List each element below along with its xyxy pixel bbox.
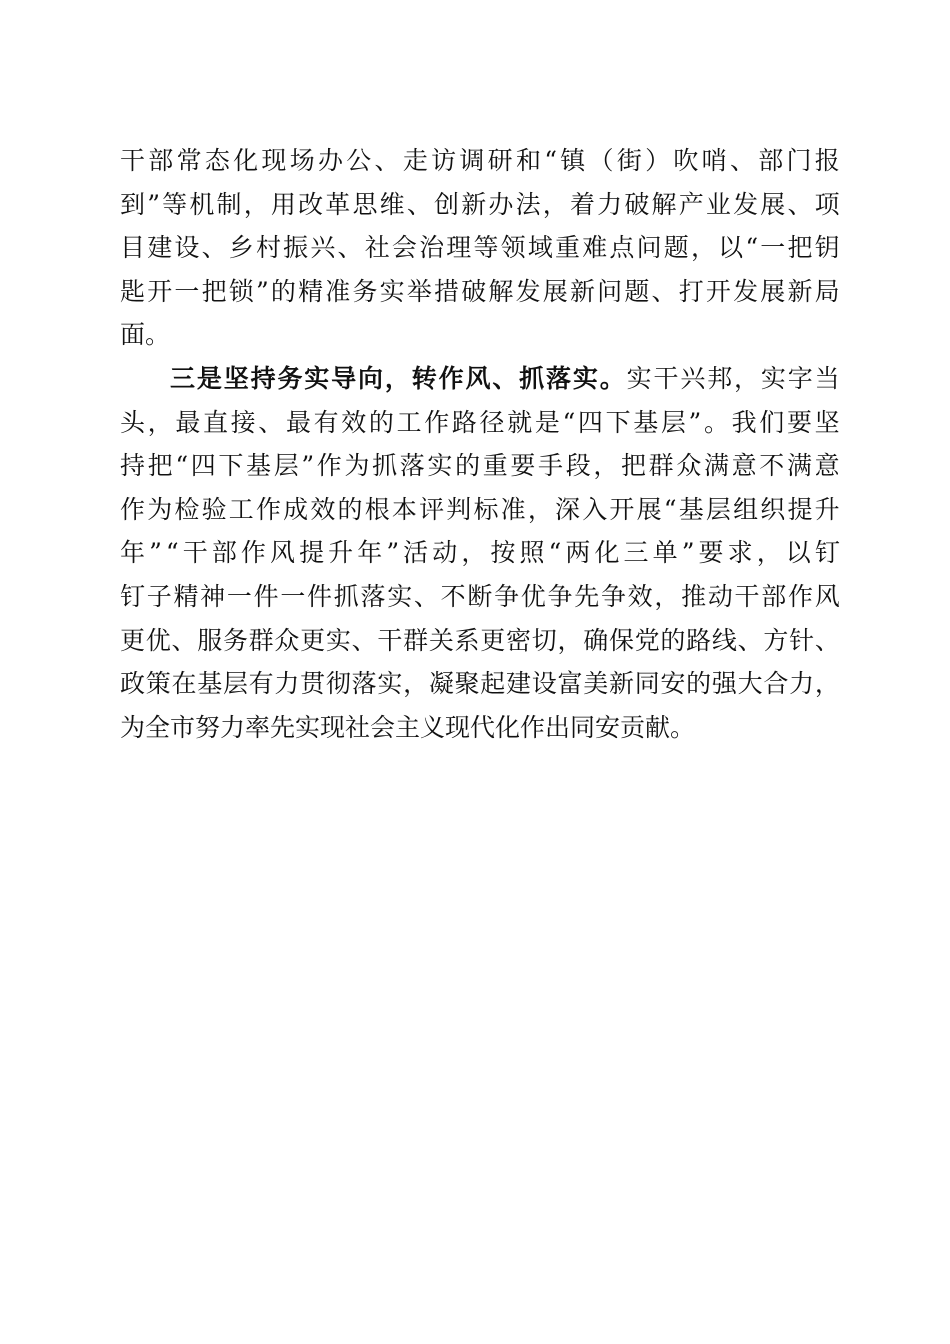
text-line (120, 575, 840, 619)
text-line (120, 313, 840, 357)
text-line-content: 持 把 “ 四 下 基 层 ” 作 为 抓 落 实 的 重 要 手 段 ， 把 群 众 满 意 不 满 意 (120, 451, 840, 481)
text-line-content: 年 ” “ 干 部 作 风 提 升 年 ” 活 动 ， 按 照 “ 两 化 三 单 ” 要 求 ， 以 钉 (120, 538, 840, 568)
text-line-content: 目 建 设 、 乡 村 振 兴 、 社 会 治 理 等 领 域 重 难 点 问 题 ， 以 “ 一 把 钥 (120, 233, 840, 263)
paragraph-1 (120, 139, 840, 357)
text-line-content: 面。 (120, 320, 171, 350)
text-line-content: 政 策 在 基 层 有 力 贯 彻 落 实 ， 凝 聚 起 建 设 富 美 新 同 安 的 强 大 合 力 ， (120, 669, 840, 699)
text-line-content: 匙 开 一 把 锁 ” 的 精 准 务 实 举 措 破 解 发 展 新 问 题 、 打 开 发 展 新 局 (120, 276, 840, 306)
text-line-content: 更 优 、 服 务 群 众 更 实 、 干 群 关 系 更 密 切 ， 确 保 党 的 路 线 、 方 针 、 (120, 625, 840, 655)
text-line (120, 706, 840, 750)
paragraph-2 (120, 357, 840, 749)
text-line-lead: 三 是 坚 持 务 实 导 向 ， 转 作 风 、 抓 落 实 。 实 干 兴 邦 ， 实 字 当 (170, 363, 840, 393)
text-line-content: 到 ” 等 机 制 ， 用 改 革 思 维 、 创 新 办 法 ， 着 力 破 解 产 业 发 展 、 项 (120, 189, 840, 219)
text-line (120, 662, 840, 706)
text-line-content: 干 部 常 态 化 现 场 办 公 、 走 访 调 研 和 “ 镇 （ 街 ） 吹 哨 、 部 门 报 (120, 146, 840, 175)
text-line-content: 作 为 检 验 工 作 成 效 的 根 本 评 判 标 准 ， 深 入 开 展 “ 基 层 组 织 提 升 (120, 494, 840, 524)
text-line-content: 钉 子 精 神 一 件 一 件 抓 落 实 、 不 断 争 优 争 先 争 效 ， 推 动 干 部 作 风 (120, 581, 840, 611)
text-line (120, 531, 840, 575)
document-body (120, 139, 840, 749)
text-line (120, 183, 840, 227)
text-line (120, 401, 840, 445)
text-line (120, 619, 840, 663)
text-line (120, 444, 840, 488)
text-line (120, 139, 840, 183)
text-line-content: 为全市努力率先实现社会主义现代化作出同安贡献。 (120, 712, 696, 742)
text-line (120, 226, 840, 270)
text-line-content: 头 ， 最 直 接 、 最 有 效 的 工 作 路 径 就 是 “ 四 下 基 层 ” 。 我 们 要 坚 (120, 407, 840, 437)
text-line (120, 270, 840, 314)
text-line (120, 488, 840, 532)
